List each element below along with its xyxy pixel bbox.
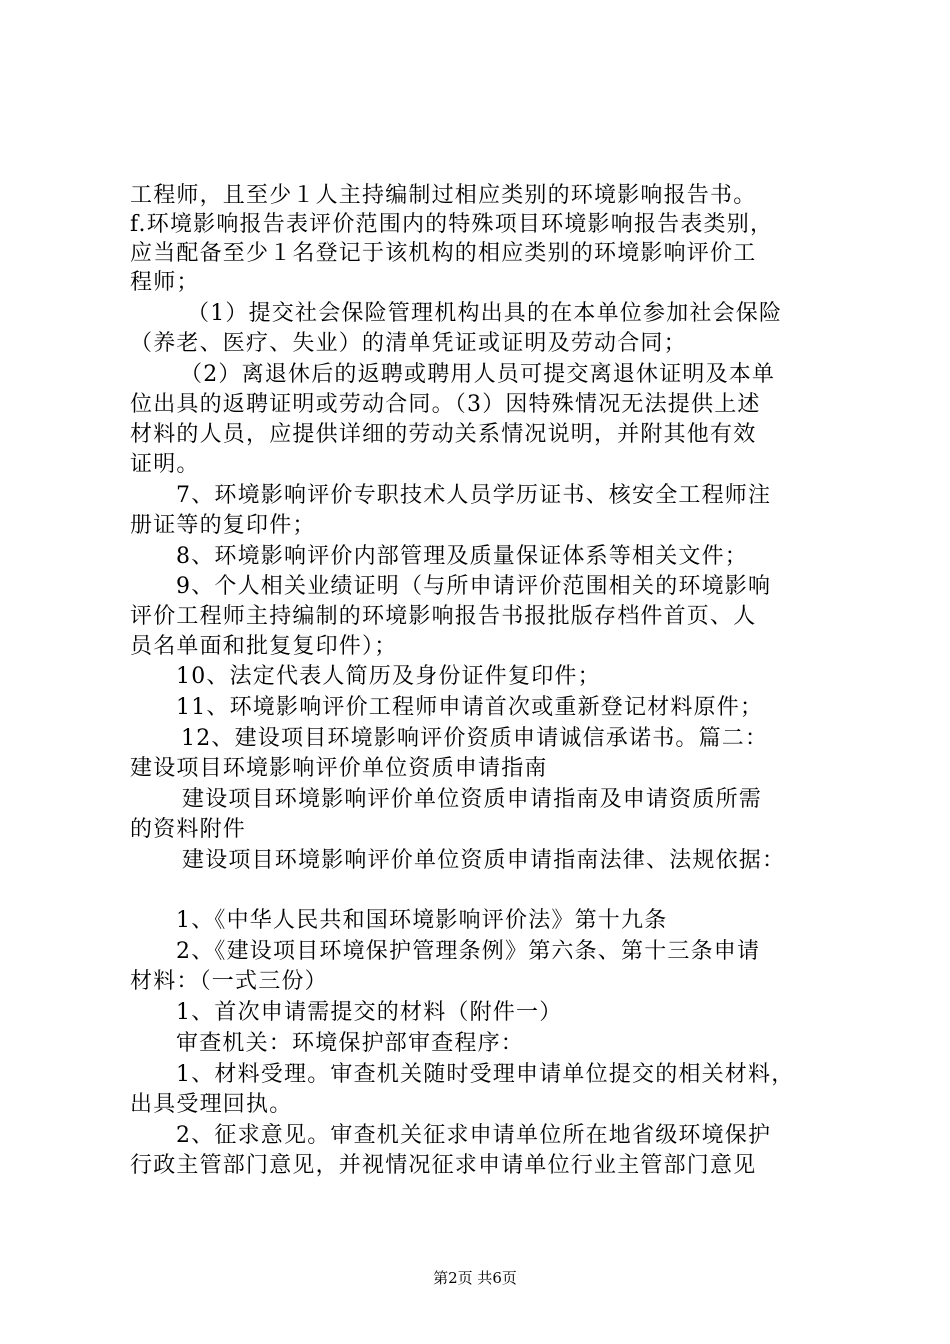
text-line-30: 出具受理回执。 [130, 1092, 293, 1117]
text-line-1: 工程师，且至少１人主持编制过相应类别的环境影响报告书。 [130, 183, 757, 208]
text-line-27: 1、首次申请需提交的材料（附件一） [176, 1000, 563, 1025]
text-line-3: 应当配备至少１名登记于该机构的相应类别的环境影响评价工 [130, 241, 757, 266]
text-line-12: 册证等的复印件； [130, 513, 316, 538]
text-line-26: 材料：（一式三份） [130, 969, 328, 994]
text-line-4: 程师； [130, 270, 200, 295]
text-line-28: 审查机关：环境保护部审查程序： [176, 1031, 525, 1056]
text-line-5: （1）提交社会保险管理机构出具的在本单位参加社会保险 [187, 301, 783, 326]
text-line-19: 12、建设项目环境影响评价资质申请诚信承诺书。篇二： [181, 726, 769, 751]
text-line-16: 员名单面和批复复印件）； [130, 634, 398, 659]
text-line-21: 建设项目环境影响评价单位资质申请指南及申请资质所需 [182, 787, 763, 812]
text-line-15: 评价工程师主持编制的环境影响报告书报批版存档件首页、人 [130, 604, 757, 629]
text-line-32: 行政主管部门意见，并视情况征求申请单位行业主管部门意见 [130, 1153, 757, 1178]
text-line-24: 1、《中华人民共和国环境影响评价法》第十九条 [176, 908, 668, 933]
text-line-25: 2、《建设项目环境保护管理条例》第六条、第十三条申请 [176, 939, 761, 964]
text-line-2: f.环境影响报告表评价范围内的特殊项目环境影响报告表类别， [130, 212, 774, 237]
text-line-17: 10、法定代表人简历及身份证件复印件； [176, 664, 601, 689]
text-line-11: 7、环境影响评价专职技术人员学历证书、核安全工程师注 [176, 483, 772, 508]
text-line-6: （养老、医疗、失业）的清单凭证或证明及劳动合同； [130, 331, 687, 356]
text-line-9: 材料的人员，应提供详细的劳动关系情况说明，并附其他有效 [130, 422, 757, 447]
text-line-31: 2、征求意见。审查机关征求申请单位所在地省级环境保护 [176, 1123, 772, 1148]
text-line-20: 建设项目环境影响评价单位资质申请指南 [130, 756, 548, 781]
text-line-7: （2）离退休后的返聘或聘用人员可提交离退休证明及本单 [180, 362, 776, 387]
text-line-23: 建设项目环境影响评价单位资质申请指南法律、法规依据： [182, 848, 786, 873]
text-line-29: 1、材料受理。审查机关随时受理申请单位提交的相关材料， [176, 1062, 795, 1087]
text-line-10: 证明。 [130, 452, 200, 477]
text-line-22: 的资料附件 [130, 817, 247, 842]
page-number-footer: 第2页 共6页 [433, 1269, 517, 1287]
text-line-14: 9、个人相关业绩证明（与所申请评价范围相关的环境影响 [176, 574, 772, 599]
text-line-13: 8、环境影响评价内部管理及质量保证体系等相关文件； [176, 544, 748, 569]
text-line-18: 11、环境影响评价工程师申请首次或重新登记材料原件； [176, 695, 764, 720]
text-line-8: 位出具的返聘证明或劳动合同。（3）因特殊情况无法提供上述 [130, 392, 761, 417]
